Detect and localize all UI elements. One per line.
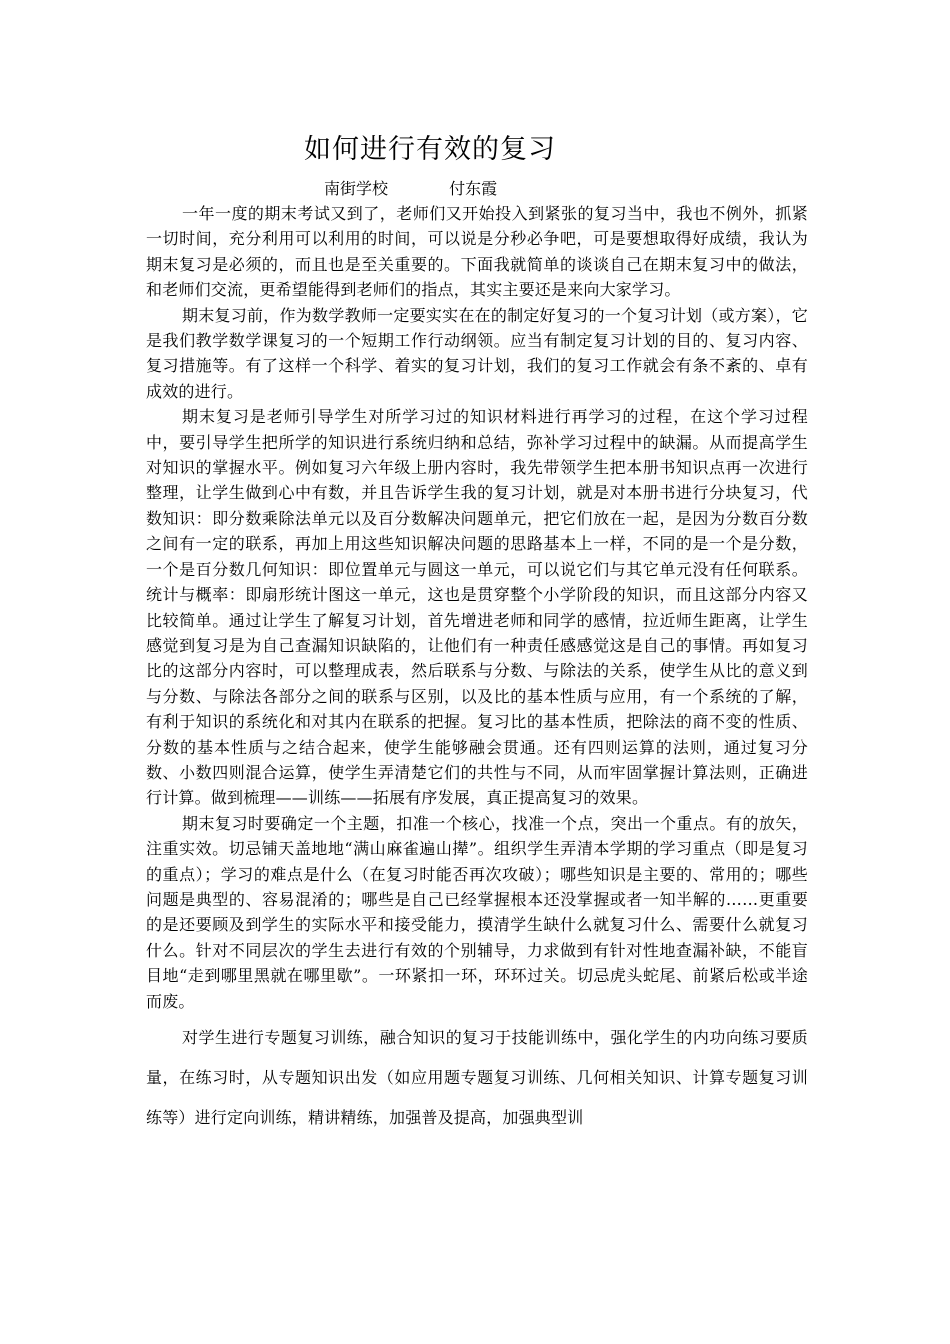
paragraph-4: 期末复习时要确定一个主题，扣准一个核心，找准一个点，突出一个重点。有的放矢，注重实效。切忌铺天盖地地“满山麻雀遍山撵”。组织学生弄清本学期的学习重点（即是复习的重点）；学习的难点是什么（在复习时能否再次攻破）；哪些知识是主要的、常用的；哪些问题是典型的、容易混淆的；哪些是自己已经掌握根本还没掌握或者一知半解的……更重要的是还要顾及到学生的实际水平和接受能力，摸清学生缺什么就复习什么、需要什么就复习什么。针对不同层次的学生去进行有效的个别辅导，力求做到有针对性地查漏补缺，不能盲目地“走到哪里黑就在哪里歇”。一环紧扣一环，环环过关。切忌虎头蛇尾、前紧后松或半途而废。 <box>146 813 808 1011</box>
school-name: 南街学校 <box>324 179 389 198</box>
byline <box>324 178 497 200</box>
paragraph-2: 期末复习前，作为数学教师一定要实实在在的制定好复习的一个复习计划（或方案），它是我们教学数学课复习的一个短期工作行动纲领。应当有制定复习计划的目的、复习内容、复习措施等。有了这样一个科学、着实的复习计划，我们的复习工作就会有条不紊的、卓有成效的进行。 <box>146 305 808 401</box>
article-body <box>146 201 808 1138</box>
document-title: 如何进行有效的复习 <box>304 134 556 165</box>
paragraph-1: 一年一度的期末考试又到了，老师们又开始投入到紧张的复习当中，我也不例外，抓紧一切时间，充分利用可以利用的时间，可以说是分秒必争吧，可是要想取得好成绩，我认为期末复习是必须的，而且也是至关重要的。下面我就简单的谈谈自己在期末复习中的做法，和老师们交流，更希望能得到老师们的指点，其实主要还是来向大家学习。 <box>146 204 808 300</box>
author-name: 付东霞 <box>449 179 498 198</box>
paragraph-3: 期末复习是老师引导学生对所学习过的知识材料进行再学习的过程，在这个学习过程中，要引导学生把所学的知识进行系统归纳和总结，弥补学习过程中的缺漏。从而提高学生对知识的掌握水平。例如复习六年级上册内容时，我先带领学生把本册书知识点再一次进行整理，让学生做到心中有数，并且告诉学生我的复习计划，就是对本册书进行分块复习，代数知识：即分数乘除法单元以及百分数解决问题单元，把它们放在一起，是因为分数百分数之间有一定的联系，再加上用这些知识解决问题的思路基本上一样，不同的是一个是分数，一个是百分数几何知识：即位置单元与圆这一单元，可以说它们与其它单元没有任何联系。统计与概率：即扇形统计图这一单元，这也是贯穿整个小学阶段的知识，而且这部分内容又比较简单。通过让学生了解复习计划，首先增进老师和同学的感情，拉近师生距离，让学生感觉到复习是为自己查漏知识缺陷的，让他们有一种责任感感觉这是自己的事情。再如复习比的这部分内容时，可以整理成表，然后联系与分数、与除法的关系，使学生从比的意义到与分数、与除法各部分之间的联系与区别，以及比的基本性质与应用，有一个系统的了解，有利于知识的系统化和对其内在联系的把握。复习比的基本性质，把除法的商不变的性质、分数的基本性质与之结合起来，使学生能够融会贯通。还有四则运算的法则，通过复习分数、小数四则混合运算，使学生弄清楚它们的共性与不同，从而牢固掌握计算法则，正确进行计算。做到梳理——训练——拓展有序发展，真正提高复习的效果。 <box>146 407 808 808</box>
paragraph-5: 对学生进行专题复习训练，融合知识的复习于技能训练中，强化学生的内功向练习要质量，在练习时，从专题知识出发（如应用题专题复习训练、几何相关知识、计算专题复习训练等）进行定向训练，精讲精练，加强普及提高，加强典型训 <box>146 1028 808 1127</box>
